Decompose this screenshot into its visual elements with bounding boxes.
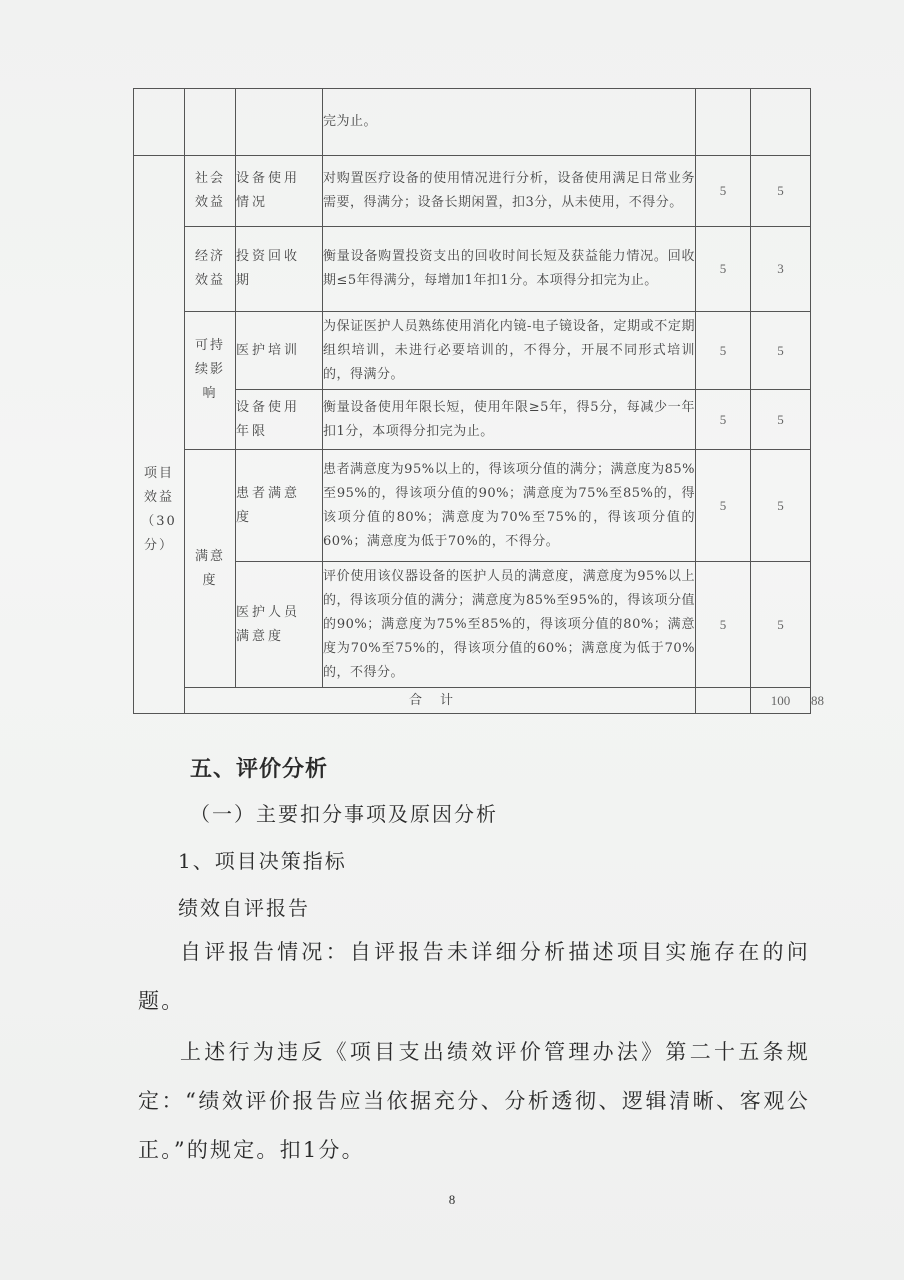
full-score-cell: 5 [696, 562, 751, 688]
score-cell: 5 [751, 312, 811, 390]
description-cell: 评价使用该仪器设备的医护人员的满意度，满意度为95%以上的，得该项分值的满分；满意度为85%至95%的，得该项分值的90%；满意度为75%至85%的，得该项分值的80%；满意度为70%至75%的，得该项分值的60%；满意度为低于70%的，不得分。 [323, 562, 696, 688]
full-score-cell: 5 [696, 227, 751, 312]
score-cell: 5 [751, 450, 811, 562]
full-score-cell: 5 [696, 390, 751, 450]
description-cell: 衡量设备购置投资支出的回收时间长短及获益能力情况。回收期≤5年得满分，每增加1年扣1分。本项得分扣完为止。 [323, 227, 696, 312]
table-row [134, 312, 811, 390]
category-cell: 满意 度 [185, 450, 236, 688]
sub-heading: （一）主要扣分事项及原因分析 [190, 802, 498, 826]
indicator-cell: 投资回收 期 [236, 227, 323, 312]
table-row [134, 227, 811, 312]
indicator-cell: 设备使用 年限 [236, 390, 323, 450]
page-number: 8 [448, 1192, 456, 1207]
table-row [134, 562, 811, 688]
score-cell: 3 [751, 227, 811, 312]
total-label: 合计 [185, 688, 696, 714]
full-score-cell: 5 [696, 312, 751, 390]
score-cell: 5 [751, 562, 811, 688]
indicator-cell: 医护培训 [236, 312, 323, 390]
full-score-cell: 5 [696, 450, 751, 562]
indicator-cell: 医护人员 满意度 [236, 562, 323, 688]
table-row-total: 合计 100 88 [134, 688, 811, 714]
table-row [134, 450, 811, 562]
indicator-cell: 患者满意 度 [236, 450, 323, 562]
item-subheading: 绩效自评报告 [178, 896, 310, 920]
table-row [134, 156, 811, 227]
total-full-score: 100 [751, 688, 811, 714]
score-cell: 5 [751, 390, 811, 450]
category-cell: 可持 续影 响 [185, 312, 236, 450]
paragraph-regulation: 上述行为违反《项目支出绩效评价管理办法》第二十五条规定：“绩效评价报告应当依据充分、分析透彻、逻辑清晰、客观公正。”的规定。扣1分。 [138, 1040, 810, 1162]
item-heading: 1、项目决策指标 [178, 849, 347, 873]
indicator-cell: 设备使用 情况 [236, 156, 323, 227]
group-label-cell: 项目 效益 （30 分） [134, 156, 185, 714]
evaluation-score-table [133, 88, 824, 714]
score-cell: 5 [751, 156, 811, 227]
table-row [134, 390, 811, 450]
description-cell: 完为止。 [323, 89, 696, 156]
description-cell: 为保证医护人员熟练使用消化内镜-电子镜设备，定期或不定期组织培训，未进行必要培训的，不得分，开展不同形式培训的，得满分。 [323, 312, 696, 390]
full-score-cell: 5 [696, 156, 751, 227]
description-cell: 对购置医疗设备的使用情况进行分析，设备使用满足日常业务需要，得满分；设备长期闲置，扣3分，从未使用，不得分。 [323, 156, 696, 227]
table-row-continuation [134, 89, 811, 156]
category-cell: 社会 效益 [185, 156, 236, 227]
description-cell: 患者满意度为95%以上的，得该项分值的满分；满意度为85%至95%的，得该项分值的90%；满意度为75%至85%的，得该项分值的80%；满意度为70%至75%的，得该项分值的60%；满意度为低于70%的，不得分。 [323, 450, 696, 562]
category-cell: 经济 效益 [185, 227, 236, 312]
section-heading: 五、评价分析 [190, 757, 329, 782]
description-cell: 衡量设备使用年限长短，使用年限≥5年，得5分，每减少一年扣1分，本项得分扣完为止。 [323, 390, 696, 450]
paragraph-self-evaluation: 自评报告情况：自评报告未详细分析描述项目实施存在的问题。 [138, 940, 810, 1013]
